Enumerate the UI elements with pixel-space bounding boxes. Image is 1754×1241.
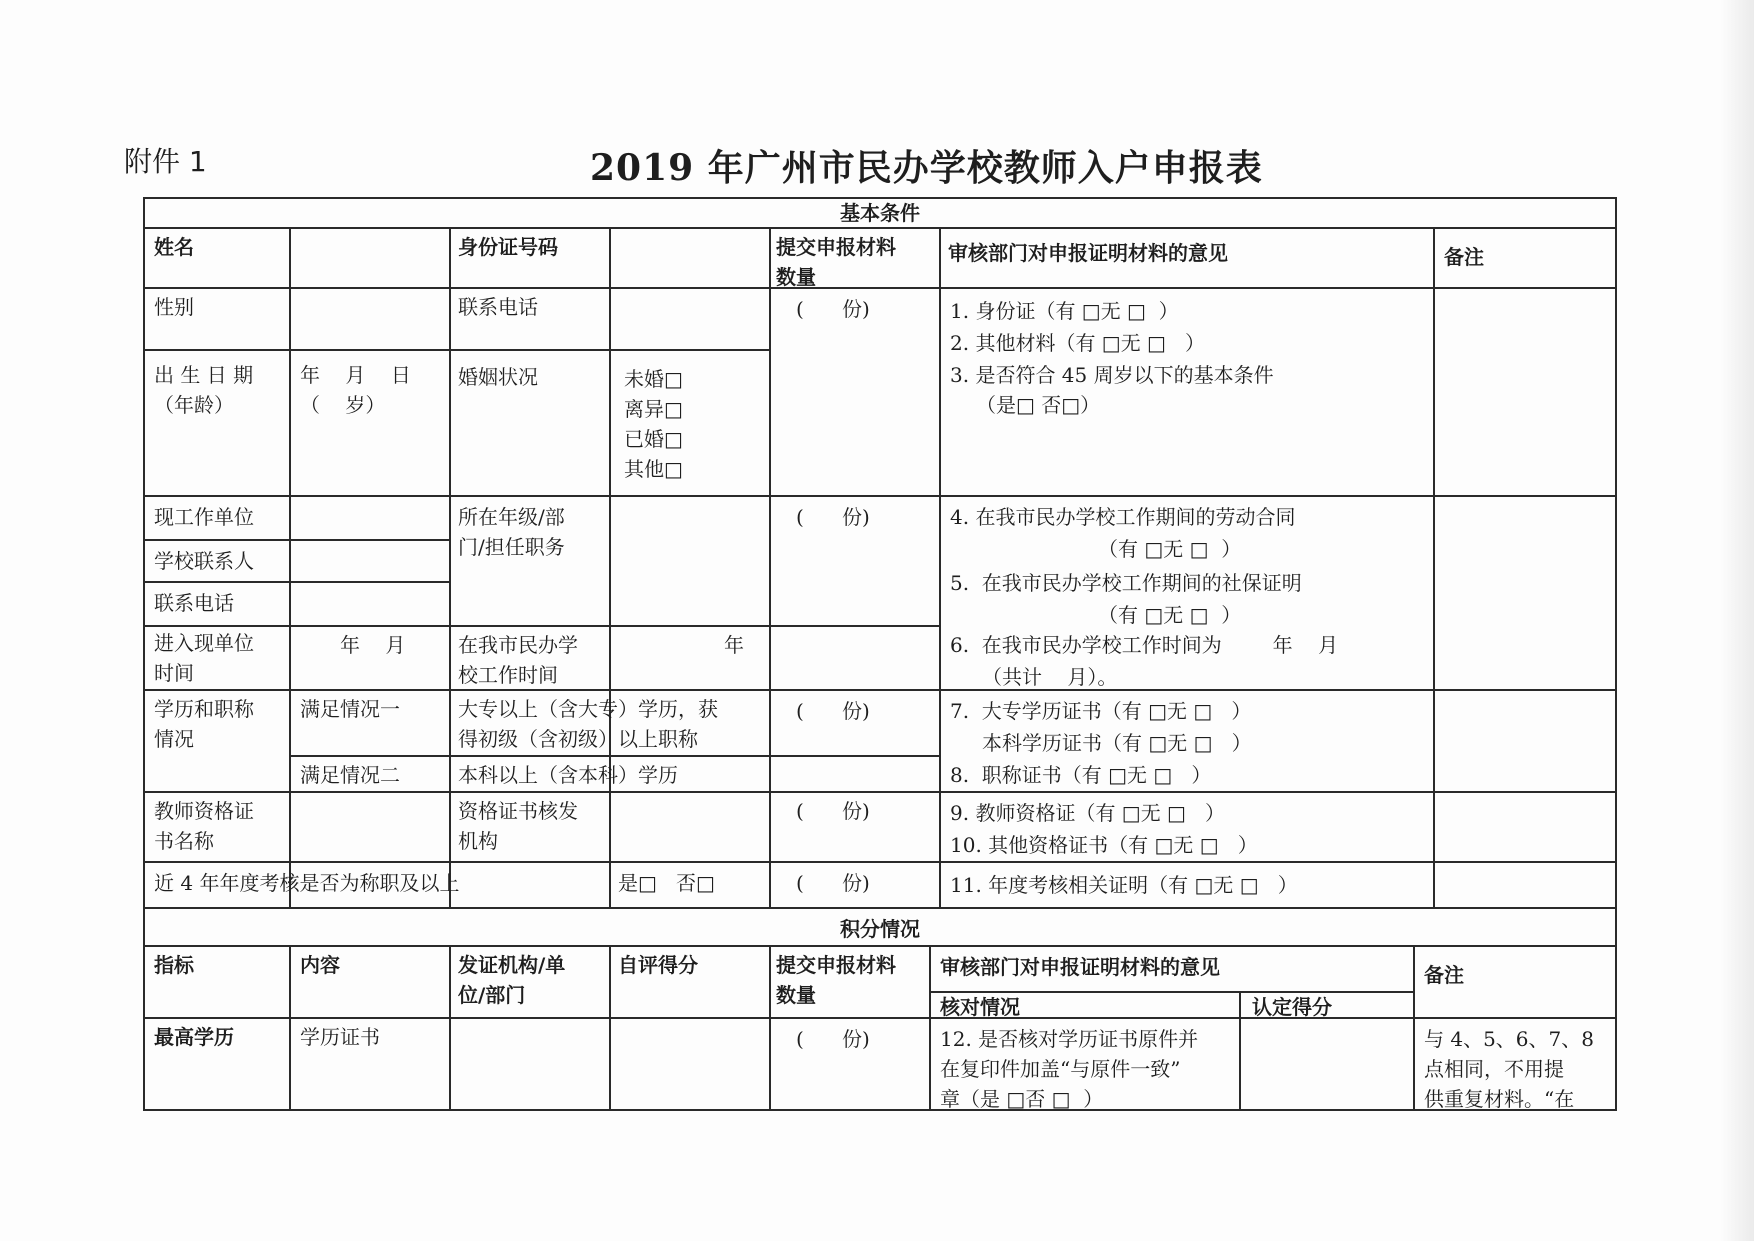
label-name: 姓名 [154, 235, 194, 259]
check-item-4-options[interactable]: （有 □无 □ ） [1098, 537, 1242, 561]
check-item-8: 8. 职称证书（有 □无 □ ） [950, 763, 1212, 787]
label-contact-phone: 联系电话 [154, 591, 234, 615]
label-annual-review: 近 4 年年度考核是否为称职及以上 [154, 871, 460, 895]
input-work-time[interactable]: 年 [724, 633, 744, 657]
check-item-7: 7. 大专学历证书（有 □无 □ ） [950, 699, 1252, 723]
row-indicator: 最高学历 [154, 1025, 234, 1049]
header-score: 认定得分 [1252, 995, 1332, 1019]
check-item-3: 3. 是否符合 45 周岁以下的基本条件 [950, 363, 1274, 387]
label-certificate-issuer: 资格证书核发 机构 [458, 799, 578, 853]
annual-review-options[interactable]: 是□ 否□ [618, 871, 715, 895]
row-content: 学历证书 [300, 1025, 380, 1049]
annex-label: 附件 1 [124, 145, 207, 178]
label-teacher-certificate: 教师资格证 书名称 [154, 799, 254, 853]
input-phone[interactable] [618, 292, 762, 342]
copies-2: ( 份) [796, 505, 870, 529]
input-score[interactable] [1250, 1022, 1406, 1106]
header-self-score: 自评得分 [618, 953, 698, 977]
check-item-5-options[interactable]: （有 □无 □ ） [1098, 603, 1242, 627]
header-materials-count: 提交申报材料 数量 [776, 235, 896, 289]
scan-shadow [1720, 0, 1754, 1241]
input-birth-date[interactable]: 年 月 日 （ 岁） [300, 363, 411, 417]
label-work-time: 在我市民办学 校工作时间 [458, 633, 578, 687]
label-id-number: 身份证号码 [458, 235, 558, 259]
header-verify: 核对情况 [940, 995, 1020, 1019]
header-content: 内容 [300, 953, 340, 977]
section-points: 积分情况 [840, 917, 920, 941]
input-id-number[interactable] [618, 232, 762, 282]
label-phone: 联系电话 [458, 295, 538, 319]
copies-3: ( 份) [796, 699, 870, 723]
input-entry-time[interactable]: 年 月 [340, 633, 406, 657]
check-item-1: 1. 身份证（有 □无 □ ） [950, 299, 1179, 323]
label-education-title: 学历和职称 情况 [154, 697, 254, 751]
label-school-contact: 学校联系人 [154, 549, 254, 573]
input-name[interactable] [300, 232, 440, 282]
case-1-description: 大专以上（含大专）学历，获 得初级（含初级）以上职称 [458, 697, 718, 751]
copies-5: ( 份) [796, 871, 870, 895]
section-basic-conditions: 基本条件 [840, 201, 920, 225]
header-remarks: 备注 [1444, 245, 1484, 269]
label-case-2: 满足情况二 [300, 763, 400, 787]
form-title: 2019 年广州市民办学校教师入户申报表 [590, 147, 1263, 189]
row-copies: ( 份) [796, 1027, 870, 1051]
check-item-10: 10. 其他资格证书（有 □无 □ ） [950, 833, 1258, 857]
header-points-materials-count: 提交申报材料 数量 [776, 953, 896, 1007]
check-item-5: 5. 在我市民办学校工作期间的社保证明 [950, 571, 1302, 595]
header-indicator: 指标 [154, 953, 194, 977]
check-item-6: 6. 在我市民办学校工作时间为 年 月 [950, 633, 1339, 657]
label-marriage: 婚姻状况 [458, 365, 538, 389]
check-item-6-total: （共计 月）。 [982, 665, 1118, 689]
check-item-2: 2. 其他材料（有 □无 □ ） [950, 331, 1206, 355]
row-verify: 12. 是否核对学历证书原件并 在复印件加盖“与原件一致” 章（是 □否 □ ） [940, 1027, 1199, 1111]
application-form-table [140, 196, 1620, 1116]
label-employer: 现工作单位 [154, 505, 254, 529]
input-issuer[interactable] [458, 1022, 602, 1106]
header-opinion: 审核部门对申报证明材料的意见 [948, 241, 1228, 265]
check-item-4: 4. 在我市民办学校工作期间的劳动合同 [950, 505, 1296, 529]
label-grade-dept: 所在年级/部 门/担任职务 [458, 505, 565, 559]
header-issuer: 发证机构/单 位/部门 [458, 953, 566, 1007]
copies-4: ( 份) [796, 799, 870, 823]
check-item-9: 9. 教师资格证（有 □无 □ ） [950, 801, 1226, 825]
label-case-1: 满足情况一 [300, 697, 400, 721]
marriage-options[interactable]: 未婚□ 离异□ 已婚□ 其他□ [624, 367, 683, 481]
input-certificate-issuer[interactable] [618, 796, 762, 856]
label-entry-time: 进入现单位 时间 [154, 631, 254, 685]
input-gender[interactable] [300, 292, 440, 342]
input-teacher-certificate[interactable] [300, 796, 440, 856]
header-points-remarks: 备注 [1424, 963, 1464, 987]
check-item-3-options[interactable]: （是□ 否□） [976, 393, 1101, 417]
check-item-7b: 本科学历证书（有 □无 □ ） [982, 731, 1252, 755]
label-birth-date: 出 生 日 期 （年龄） [154, 363, 254, 417]
check-item-11: 11. 年度考核相关证明（有 □无 □ ） [950, 873, 1298, 897]
case-2-description: 本科以上（含本科）学历 [458, 763, 678, 787]
label-gender: 性别 [154, 295, 194, 319]
row-remarks: 与 4、5、6、7、8 点相同，不用提 供重复材料。“在 [1424, 1027, 1594, 1111]
copies-1: ( 份) [796, 297, 870, 321]
header-points-opinion: 审核部门对申报证明材料的意见 [940, 955, 1220, 979]
input-self-score[interactable] [618, 1022, 762, 1106]
